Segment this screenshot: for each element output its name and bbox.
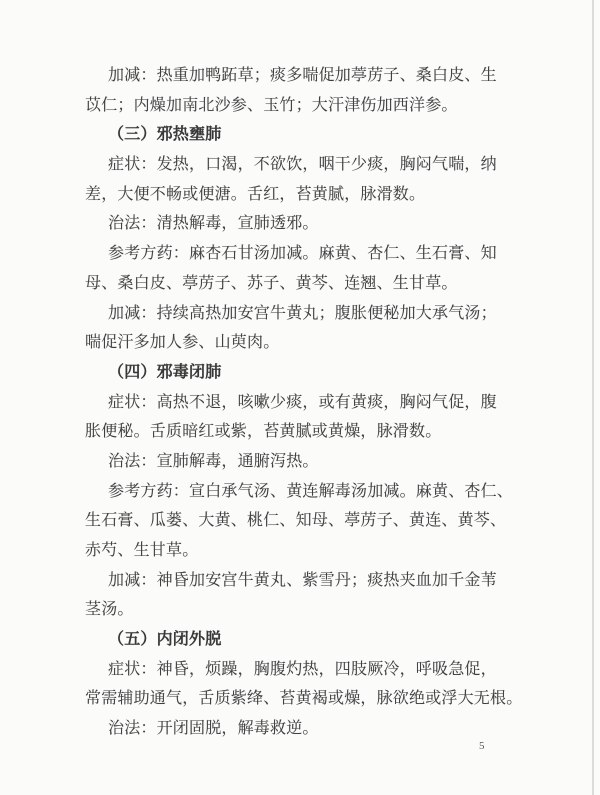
page-number: 5	[479, 740, 485, 752]
text-line: 参考方药：宣白承气汤、黄连解毒汤加减。麻黄、杏仁、	[108, 482, 514, 500]
text-line: 治法：清热解毒，宣肺透邪。	[108, 215, 319, 233]
text-line: 差，大便不畅或便溏。舌红，苔黄腻，脉滑数。	[85, 185, 426, 203]
text-line: 治法：宣肺解毒，通腑泻热。	[108, 452, 319, 470]
text-line: 喘促汗多加人参、山萸肉。	[85, 334, 280, 352]
text-line: 症状：发热，口渴，不欲饮，咽干少痰，胸闷气喘，纳	[108, 156, 497, 174]
text-line: 生石膏、瓜蒌、大黄、桃仁、知母、葶苈子、黄连、黄芩、	[85, 512, 507, 530]
text-line: 胀便秘。舌质暗红或紫，苔黄腻或黄燥，脉滑数。	[85, 423, 442, 441]
text-line: 苡仁；内燥加南北沙参、玉竹；大汗津伤加西洋参。	[85, 96, 458, 114]
text-line: 症状：神昏，烦躁，胸腹灼热，四肢厥冷，呼吸急促，	[108, 660, 497, 678]
section-heading: （四）邪毒闭肺	[108, 363, 222, 381]
document-text-block	[85, 61, 555, 744]
section-heading: （五）内闭外脱	[108, 631, 222, 649]
text-line: 参考方药：麻杏石甘汤加减。麻黄、杏仁、生石膏、知	[108, 245, 497, 263]
text-line: 加减：持续高热加安宫牛黄丸；腹胀便秘加大承气汤；	[108, 304, 497, 322]
text-line: 赤芍、生甘草。	[85, 542, 199, 559]
text-line: 加减：神昏加安宫牛黄丸、紫雪丹；痰热夹血加千金苇	[108, 571, 497, 589]
text-line: 母、桑白皮、葶苈子、苏子、黄芩、连翘、生甘草。	[85, 274, 458, 292]
text-line: 治法：开闭固脱，解毒救逆。	[108, 720, 319, 738]
text-line: 加减：热重加鸭跖草；痰多喘促加葶苈子、桑白皮、生	[108, 67, 497, 84]
text-line: 茎汤。	[85, 601, 134, 619]
scan-edge-artifact	[592, 0, 594, 795]
section-heading: （三）邪热壅肺	[108, 126, 222, 144]
text-line: 常需辅助通气，舌质紫绛、苔黄褐或燥，脉欲绝或浮大无根。	[85, 690, 523, 708]
text-line: 症状：高热不退，咳嗽少痰，或有黄痰，胸闷气促，腹	[108, 393, 497, 411]
